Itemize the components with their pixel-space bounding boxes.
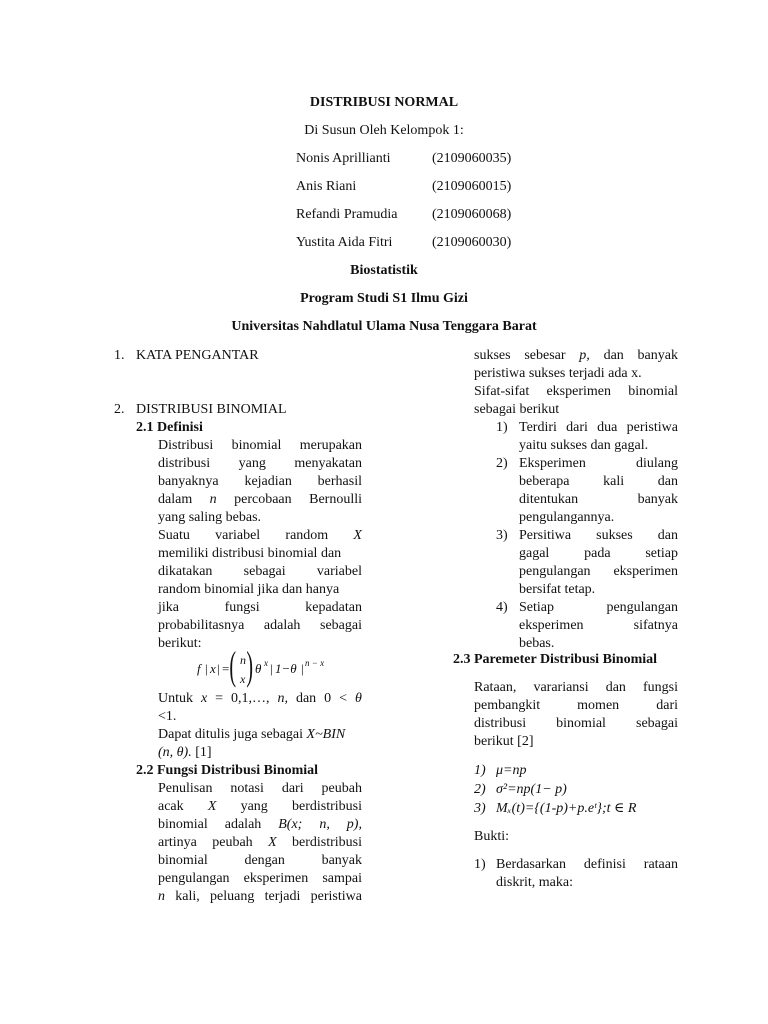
word: eksperimen (613, 564, 678, 579)
word: eksperimen (519, 618, 584, 633)
text-line (519, 473, 678, 491)
word: sukses (474, 348, 511, 363)
word: binomial (556, 716, 606, 731)
word: setiap (645, 546, 678, 561)
word: diulang (636, 456, 678, 471)
proof-label: Bukti: (474, 829, 510, 844)
proof-item-last: diskrit, maka: (496, 875, 573, 890)
list-item-last-line: pengulangannya. (519, 510, 615, 525)
text-line (519, 563, 678, 581)
subsection-heading-parameter: 2.3 Paremeter Distribusi Binomial (453, 652, 658, 667)
text-line (474, 715, 678, 733)
text-line: yang saling bebas. (158, 510, 262, 525)
notation-text: Dapat ditulis juga sebagai (158, 727, 307, 742)
formula-theta: θ (255, 661, 262, 676)
word: berhasil (317, 474, 362, 489)
word: dari (281, 781, 304, 796)
subsection-heading-fungsi-distribusi: 2.2 Fungsi Distribusi Binomial (136, 763, 319, 778)
text-line (158, 816, 362, 834)
formula-exp-nx: n − x (305, 658, 325, 668)
formula-n: n (240, 653, 246, 667)
parameter-number: 1) (474, 763, 486, 778)
word: distribusi (158, 456, 211, 471)
formula-equals: = (222, 661, 230, 676)
word: dan (657, 474, 678, 489)
word: Setiap (519, 600, 554, 615)
word: pembangkit (474, 698, 541, 713)
word: eksperimen (243, 871, 309, 886)
word: x (200, 691, 208, 706)
section-heading-distribusi-binomial: DISTRIBUSI BINOMIAL (136, 402, 287, 417)
word: yang (238, 456, 266, 471)
text-line (519, 599, 678, 617)
word: variabel (215, 528, 261, 543)
text-line (158, 852, 362, 870)
formula-f: f (197, 661, 201, 676)
formula-bar: | (270, 661, 273, 676)
word: kejadian (244, 474, 292, 489)
formula-x-lower: x (240, 672, 246, 686)
word: Rataan, (474, 680, 517, 695)
list-item-number: 2) (496, 456, 508, 471)
text-line (474, 679, 678, 697)
author-name: Anis Riani (296, 179, 357, 194)
text-line (158, 690, 362, 708)
university-name: Universitas Nahdlatul Ulama Nusa Tenggara Barat (231, 319, 537, 334)
text-line (158, 780, 362, 798)
word: n (158, 889, 165, 904)
word: kali (603, 474, 625, 489)
word: = (215, 691, 224, 706)
word: banyak (637, 492, 678, 507)
word: sebagai (320, 618, 362, 633)
word: peubah (321, 781, 362, 796)
parameter-number: 2) (474, 782, 486, 797)
text-line: berikut: (158, 636, 202, 651)
formula-bar: | (301, 661, 304, 676)
notation-symbol: X~BIN (306, 727, 346, 742)
word: banyak (321, 853, 362, 868)
word: pada (584, 546, 611, 561)
formula-bar: | (217, 661, 220, 676)
word: Suatu (158, 528, 190, 543)
word: < (339, 691, 348, 706)
word: sebagai (636, 716, 678, 731)
formula-paren-right: ) (246, 643, 253, 688)
text-line (158, 473, 362, 491)
author-name: Nonis Aprillianti (296, 151, 391, 166)
author-id: (2109060015) (432, 179, 512, 194)
word: dua (597, 420, 618, 435)
text-line (158, 617, 362, 635)
continued-line-2: peristiwa sukses terjadi ada x. (474, 366, 642, 381)
word: terjadi (264, 889, 301, 904)
author-id: (2109060030) (432, 235, 512, 250)
word: sampai (322, 871, 362, 886)
word: sukses (596, 528, 633, 543)
text-line: random binomial jika dan hanya (158, 582, 340, 597)
text-line (158, 527, 362, 545)
word: Terdiri (519, 420, 557, 435)
word: jika (158, 600, 179, 615)
word: binomial (231, 438, 282, 453)
word: percobaan (234, 492, 292, 507)
word: adalah (263, 618, 301, 633)
word: binomial (158, 817, 208, 832)
word: Penulisan (158, 781, 213, 796)
notation-params: (n, θ). (158, 745, 192, 760)
word: merupakan (299, 438, 362, 453)
text-line (158, 491, 362, 509)
word: peubah (212, 835, 253, 850)
word: B(x; (278, 817, 303, 832)
text-line: memiliki distribusi binomial dan (158, 546, 342, 561)
word: n (209, 492, 217, 507)
word: X (207, 799, 217, 814)
list-item-number: 4) (496, 600, 508, 615)
parameter-formula: μ=np (496, 763, 527, 778)
word: notasi (230, 781, 264, 796)
word: X (268, 835, 277, 850)
word: θ (355, 691, 362, 706)
word: binomial (628, 384, 678, 399)
word: Sifat-sifat (474, 384, 530, 399)
word: berdistribusi (292, 835, 362, 850)
word: peristiwa (626, 420, 678, 435)
text-line (519, 455, 678, 473)
word: yang (240, 799, 268, 814)
list-item-last-line: yaitu sukses dan gagal. (519, 438, 649, 453)
text-line (158, 599, 362, 617)
list-item-number: 1) (496, 420, 508, 435)
word: dan (657, 528, 678, 543)
text-line (158, 870, 362, 888)
word: rataan (643, 857, 678, 872)
word: dari (566, 420, 588, 435)
word: varariansi (533, 680, 589, 695)
text-line (519, 617, 678, 635)
parameter-formula: σ²=np(1− p) (496, 782, 567, 797)
word: fungsi (642, 680, 678, 695)
text-line (158, 437, 362, 455)
word: Eksperimen (519, 456, 586, 471)
author-name: Yustita Aida Fitri (296, 235, 393, 250)
word: peristiwa (310, 889, 362, 904)
word: X (353, 528, 362, 543)
notation-line-2 (158, 744, 212, 762)
text-line (474, 697, 678, 715)
word: Berdasarkan (496, 857, 566, 872)
citation-ref: [1] (191, 745, 212, 760)
word: Distribusi (158, 438, 214, 453)
text-line (158, 798, 362, 816)
formula-one-minus: 1−θ (275, 661, 297, 676)
word: dalam (158, 492, 193, 507)
word: random (285, 528, 329, 543)
text-line (158, 834, 362, 852)
paper-title: DISTRIBUSI NORMAL (309, 95, 459, 110)
text-line (474, 347, 678, 365)
text-line (519, 491, 678, 509)
list-item-number: 3) (496, 528, 508, 543)
text-line (158, 455, 362, 473)
word: eksperimen (546, 384, 611, 399)
text-line (158, 888, 362, 906)
word: sebesar (524, 348, 566, 363)
word: berdistribusi (292, 799, 362, 814)
word: peluang (210, 889, 255, 904)
notation-paragraph (158, 726, 345, 744)
formula-exp-x: x (264, 658, 268, 668)
author-id: (2109060068) (432, 207, 512, 222)
word: pengulangan (519, 564, 591, 579)
proof-item-number: 1) (474, 857, 486, 872)
word: Bernoulli (309, 492, 362, 507)
text-line (158, 563, 362, 581)
word: artinya (158, 835, 197, 850)
author-group-label: Di Susun Oleh Kelompok 1: (304, 123, 464, 138)
word: momen (577, 698, 620, 713)
parameter-formula: Mₓ(t)={(1-p)+p.eᵗ};t ∈ R (496, 801, 637, 816)
word: acak (158, 799, 184, 814)
word: kali, (175, 889, 200, 904)
word: sebagai (243, 564, 286, 579)
word: dengan (244, 853, 285, 868)
word: pengulangan (158, 871, 230, 886)
formula-x: x (210, 661, 216, 676)
word: menyakatan (294, 456, 362, 471)
word: definisi (583, 857, 626, 872)
word: probabilitasnya (158, 618, 245, 633)
formula-paren-left: ( (229, 643, 236, 688)
author-name: Refandi Pramudia (296, 207, 398, 222)
word: banyaknya (158, 474, 219, 489)
word: dan (605, 680, 626, 695)
word: ditentukan (519, 492, 579, 507)
list-item-last-line: bebas. (519, 636, 555, 651)
word: beberapa (519, 474, 570, 489)
word: banyak (637, 348, 678, 363)
text-line (519, 545, 678, 563)
word: Untuk (158, 691, 193, 706)
word: n, (277, 691, 288, 706)
author-id: (2109060035) (432, 151, 512, 166)
word: fungsi (224, 600, 260, 615)
word: 0 (324, 691, 332, 706)
word: n, (319, 817, 330, 832)
text-line (474, 383, 678, 401)
range-line-2: <1. (158, 709, 177, 724)
word: binomial (158, 853, 208, 868)
section-number: 2. (114, 402, 125, 417)
word: dan (603, 348, 624, 363)
section-number: 1. (114, 348, 125, 363)
word: dikatakan (158, 564, 213, 579)
word: sifatnya (633, 618, 678, 633)
properties-intro-line-2: sebagai berikut (474, 402, 560, 417)
list-item-last-line: bersifat tetap. (519, 582, 596, 597)
text-line (496, 856, 678, 874)
parameter-paragraph-last: berikut [2] (474, 734, 534, 749)
word: dan (295, 691, 317, 706)
word: p), (346, 817, 362, 832)
word: distribusi (474, 716, 527, 731)
subsection-heading-definisi: 2.1 Definisi (136, 420, 203, 435)
word: 0,1,…, (231, 691, 270, 706)
parameter-number: 3) (474, 801, 486, 816)
word: dari (656, 698, 678, 713)
text-line (519, 527, 678, 545)
program-name: Program Studi S1 Ilmu Gizi (300, 291, 468, 306)
course-name: Biostatistik (350, 263, 418, 278)
text-line (519, 419, 678, 437)
word: kepadatan (305, 600, 362, 615)
word: adalah (224, 817, 262, 832)
word: Persitiwa (519, 528, 572, 543)
word: variabel (316, 564, 362, 579)
section-heading-kata-pengantar: KATA PENGANTAR (136, 348, 259, 363)
word: p, (579, 348, 590, 363)
word: gagal (519, 546, 550, 561)
formula-bar: | (205, 661, 208, 676)
word: pengulangan (606, 600, 678, 615)
